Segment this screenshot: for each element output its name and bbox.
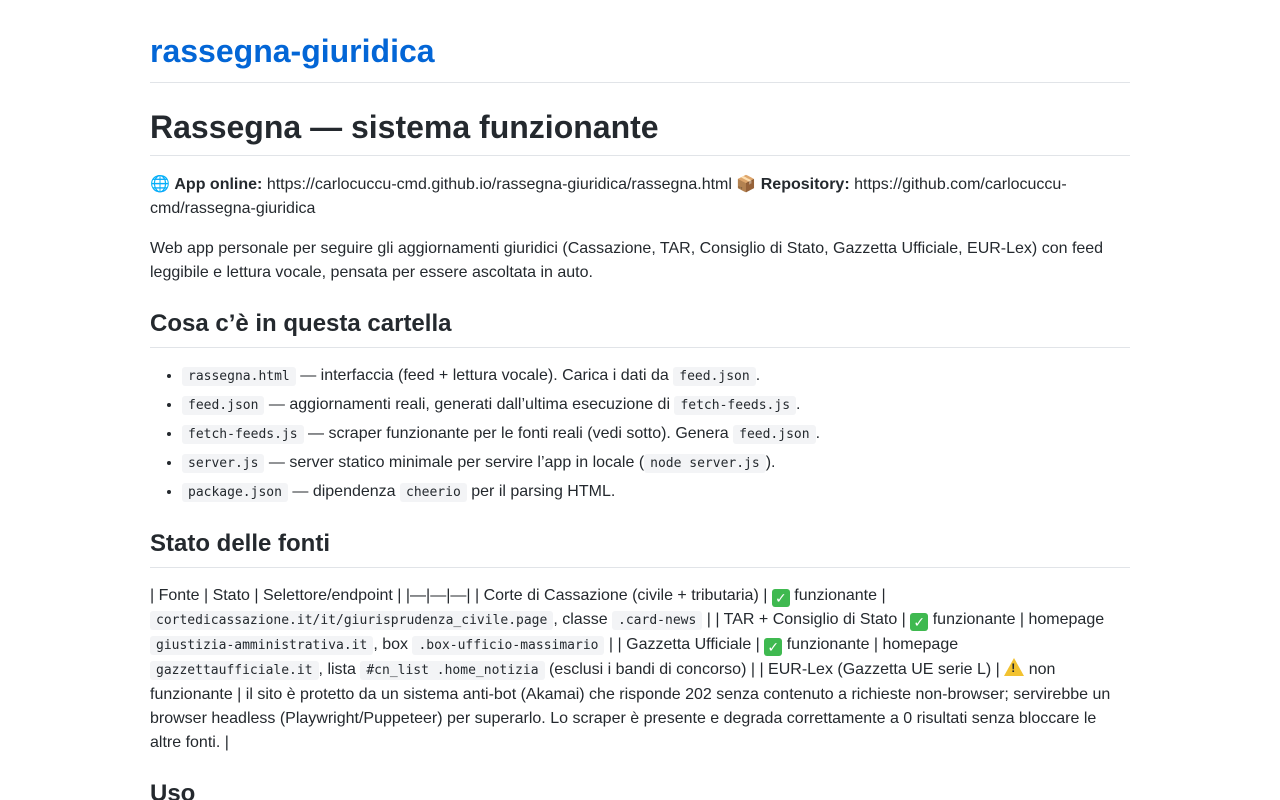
package-icon: 📦 [736, 174, 757, 193]
list-item-text: . [755, 367, 761, 384]
inline-code: package.json [182, 483, 288, 502]
inline-code: fetch-feeds.js [182, 425, 304, 444]
site-header [150, 30, 1130, 83]
sources-text: | | TAR + Consiglio di Stato | [702, 611, 911, 628]
inline-code: fetch-feeds.js [674, 396, 796, 415]
globe-icon: 🌐 [150, 174, 170, 193]
inline-code: rassegna.html [182, 367, 296, 386]
sources-text: | | Gazzetta Ufficiale | [604, 636, 765, 653]
section-heading-sources: Stato delle fonti [150, 529, 1130, 568]
inline-code: feed.json [182, 396, 264, 415]
list-item-text: — scraper funzionante per le fonti reali (vedi sotto). Genera [303, 425, 734, 442]
sources-text: | Fonte | Stato | Selettore/endpoint | |—|—|—| | Corte di Cassazione (civile + tributaria) | [150, 587, 772, 604]
list-item [182, 393, 1130, 418]
page-title: Rassegna — sistema funzionante [150, 107, 1130, 156]
list-item-text: ). [765, 454, 776, 471]
repository-link[interactable]: https://github.com/carlocuccu-cmd/rassegna-giuridica [150, 176, 1067, 217]
inline-code: server.js [182, 454, 264, 473]
inline-code: .box-ufficio-massimario [412, 636, 604, 655]
list-item [182, 364, 1130, 389]
inline-code: #cn_list .home_notizia [360, 661, 544, 680]
app-online-label: App online: [174, 176, 263, 193]
sources-text: , box [373, 636, 413, 653]
sources-text: funzionante | homepage [782, 636, 959, 653]
list-item [182, 422, 1130, 447]
inline-code: node server.js [644, 454, 766, 473]
sources-text: funzionante | [789, 587, 886, 604]
list-item-text: — aggiornamenti reali, generati dall’ultima esecuzione di [264, 396, 675, 413]
list-item-text: . [815, 425, 821, 442]
section-heading-files: Cosa c’è in questa cartella [150, 309, 1130, 348]
check-icon: ✓ [764, 638, 782, 656]
inline-code: .card-news [612, 611, 702, 630]
section-heading-usage: Uso [150, 780, 196, 800]
check-icon: ✓ [772, 589, 790, 607]
sources-text: , classe [553, 611, 613, 628]
page-description: Web app personale per seguire gli aggiornamenti giuridici (Cassazione, TAR, Consiglio di Stato, Gazzetta Ufficiale, EUR-Lex) con feed leggibile e lettura vocale, pensata per essere ascoltata in auto. [150, 240, 1104, 281]
sources-text: , lista [318, 661, 361, 678]
list-item-text: — server statico minimale per servire l’app in locale ( [264, 454, 645, 471]
inline-code: giustizia-amministrativa.it [150, 636, 373, 655]
sources-text: (esclusi i bandi di concorso) | | EUR-Lex (Gazzetta UE serie L) | [544, 661, 1005, 678]
inline-code: cortedicassazione.it/it/giurisprudenza_civile.page [150, 611, 553, 630]
intro-links [150, 172, 1130, 221]
list-item-text: — dipendenza [287, 483, 400, 500]
list-item-text: per il parsing HTML. [466, 483, 616, 500]
sources-text: funzionante | homepage [928, 611, 1105, 628]
inline-code: feed.json [733, 425, 815, 444]
list-item [182, 451, 1130, 476]
sources-table-text [150, 584, 1130, 755]
page-container [150, 0, 1130, 800]
sources-text: non funzionante | il sito è protetto da un sistema anti-bot (Akamai) che risponde 202 senza contenuto a richieste non-browser; servirebbe un browser headless (Playwright/Puppeteer) per superarlo. Lo scraper è presente e degrada correttamente a 0 risultati senza bloccare le altre fonti. | [150, 661, 1111, 751]
inline-code: feed.json [673, 367, 755, 386]
list-item [182, 480, 1130, 505]
list-item-text: . [796, 396, 801, 413]
warning-icon: ! [1004, 658, 1024, 676]
repository-label: Repository: [760, 176, 850, 193]
list-item-text: — interfaccia (feed + lettura vocale). Carica i dati da [295, 367, 674, 384]
inline-code: cheerio [400, 483, 467, 502]
site-title-link[interactable]: rassegna-giuridica [150, 33, 435, 69]
file-list [150, 364, 1130, 505]
inline-code: gazzettaufficiale.it [150, 661, 319, 680]
check-icon: ✓ [910, 613, 928, 631]
app-online-link[interactable]: https://carlocuccu-cmd.github.io/rassegna-giuridica/rassegna.html [266, 176, 732, 193]
